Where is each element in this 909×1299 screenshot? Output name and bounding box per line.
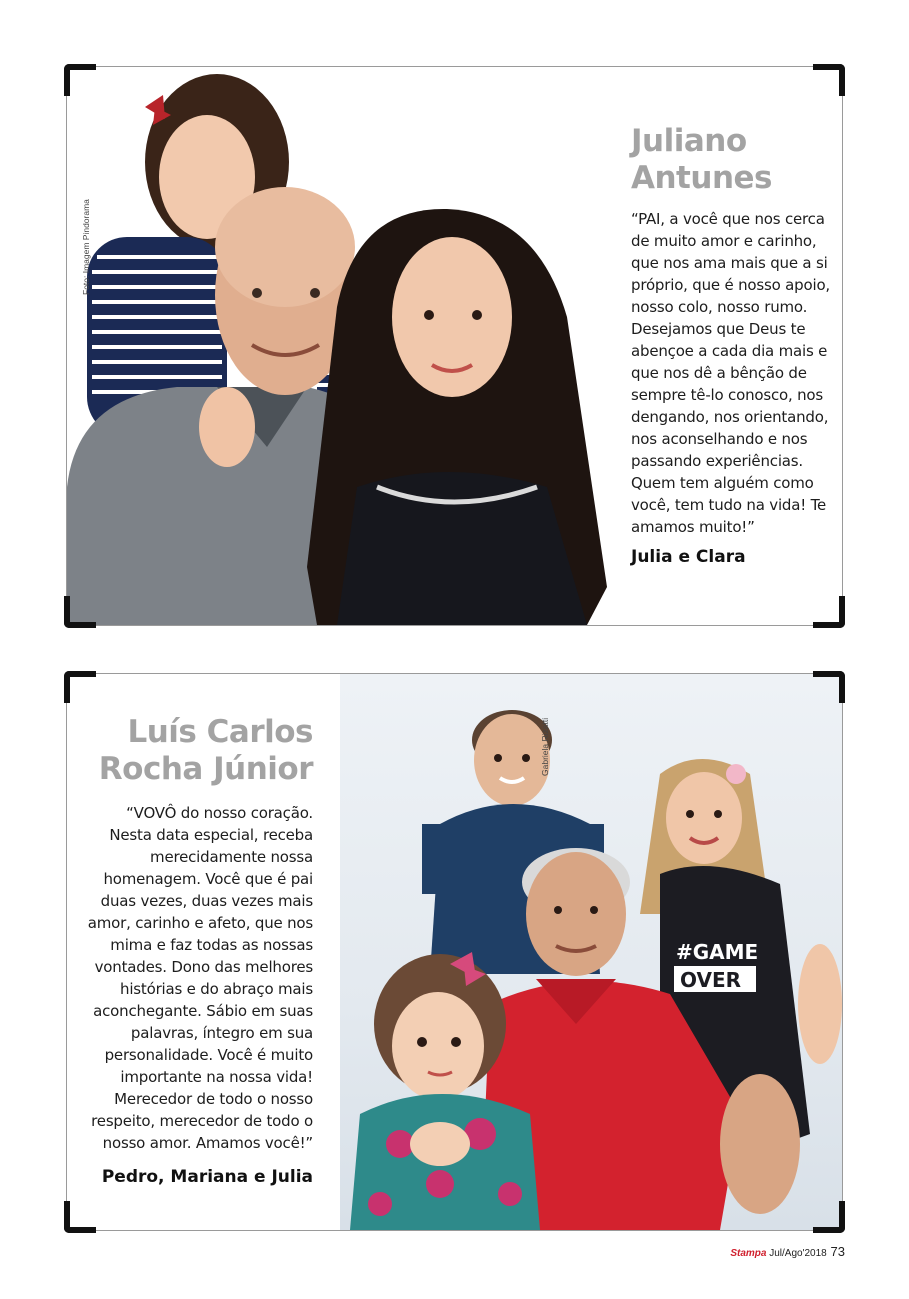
page-footer — [730, 1244, 845, 1259]
tribute-message: “PAI, a você que nos cerca de muito amor e carinho, que nos ama mais que a si próprio, que é nosso apoio, nosso colo, nosso rumo. Desejamos que Deus te abençoe a cada dia mais e que nos dê a bênção de sempre tê-lo conosco, nos dengando, nos orientando, nos aconselhando e nos passando experiências. Quem tem alguém como você, tem tudo na vida! Te amamos muito!” — [631, 210, 830, 536]
shirt-print-line1: #GAME — [676, 940, 759, 964]
family-photo-juliano — [67, 67, 633, 625]
family-photo-illustration — [340, 674, 842, 1230]
corner-mark — [813, 596, 845, 628]
corner-mark — [64, 1201, 96, 1233]
magazine-brand: Stampa — [730, 1248, 767, 1259]
corner-mark — [813, 671, 845, 703]
corner-mark — [813, 64, 845, 96]
signature: Julia e Clara — [631, 547, 746, 567]
corner-mark — [64, 671, 96, 703]
photo-credit: Foto: Imagem Pindorama — [81, 199, 91, 295]
photo-credit: Gabriela Rizatti — [540, 717, 550, 776]
corner-mark — [813, 1201, 845, 1233]
family-photo-illustration — [67, 67, 633, 625]
tribute-message: “VOVÔ do nosso coração. Nesta data especial, receba merecidamente nossa homenagem. Você que é pai duas vezes, duas vezes mais amor, carinho e afeto, que nos mima e faz todas as nossas vontades. Dono das melhores histórias e do abraço mais aconchegante. Sábio em suas palavras, íntegro em sua personalidade. Você é muito importante na nossa vida! Merecedor de todo o nosso respeito, merecedor de todo o nosso amor. Amamos você!” — [87, 804, 313, 1152]
tribute-card-luis-carlos — [66, 673, 843, 1231]
issue-date: Jul/Ago'2018 — [769, 1248, 827, 1259]
page-number: 73 — [830, 1244, 845, 1259]
shirt-print-line2: OVER — [680, 968, 742, 992]
signature: Pedro, Mariana e Julia — [101, 1167, 313, 1187]
honoree-name: Luís Carlos Rocha Júnior — [98, 714, 313, 787]
tribute-card-juliano — [66, 66, 843, 626]
corner-mark — [64, 64, 96, 96]
corner-mark — [64, 596, 96, 628]
family-photo-luis-carlos — [340, 674, 842, 1230]
honoree-name: Juliano Antunes — [631, 123, 772, 196]
